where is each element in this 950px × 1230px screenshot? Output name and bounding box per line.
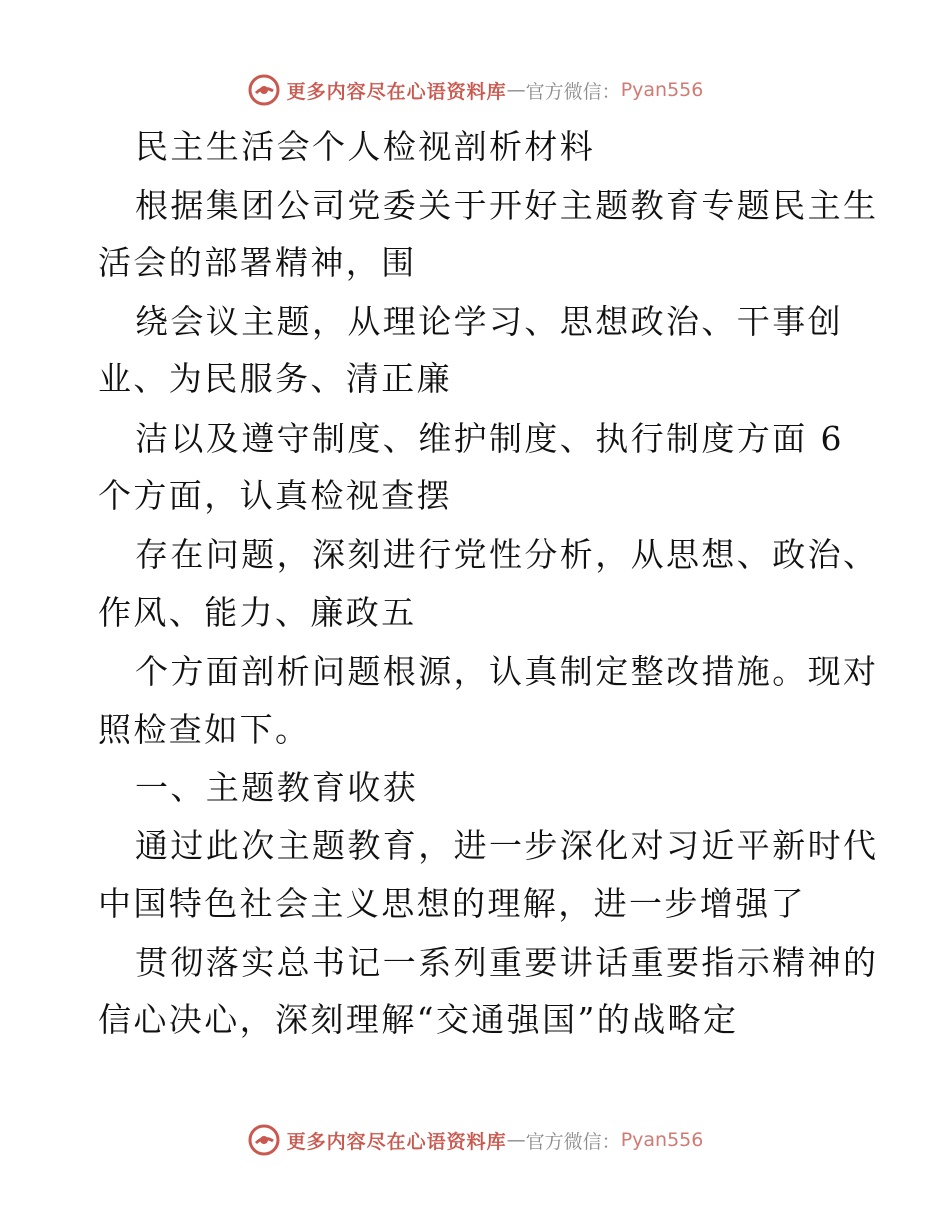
book-logo-icon xyxy=(247,1123,281,1157)
watermark-id: Pyan556 xyxy=(620,1129,704,1151)
doc-line: 个方面，认真检视查摆 xyxy=(98,476,452,515)
footer-watermark xyxy=(0,1120,950,1160)
doc-line: 信心决心，深刻理解“交通强国”的战略定 xyxy=(98,1000,739,1039)
watermark-site: 更多内容尽在心语资料库 xyxy=(286,80,507,103)
doc-line: 根据集团公司党委关于开好主题教育专题民主生 xyxy=(135,186,879,225)
book-logo-icon xyxy=(247,73,281,107)
doc-line: 业、为民服务、清正廉 xyxy=(98,359,452,398)
doc-line: 个方面剖析问题根源，认真制定整改措施。现对 xyxy=(135,652,879,691)
doc-line: 照检查如下。 xyxy=(98,710,311,749)
watermark-label: 官方微信： xyxy=(525,80,621,103)
doc-line: 绕会议主题，从理论学习、思想政治、干事创 xyxy=(135,302,843,341)
doc-line: 贯彻落实总书记一系列重要讲话重要指示精神的 xyxy=(135,943,879,982)
doc-line: 作风、能力、廉政五 xyxy=(98,593,417,632)
watermark-id: Pyan556 xyxy=(620,79,704,101)
header-watermark xyxy=(0,70,950,110)
doc-line: 存在问题，深刻进行党性分析，从思想、政治、 xyxy=(135,535,879,574)
doc-line: 洁以及遵守制度、维护制度、执行制度方面 6 xyxy=(135,419,844,458)
watermark-label: 官方微信： xyxy=(525,1130,621,1153)
doc-line: 活会的部署精神，围 xyxy=(98,243,417,282)
watermark-dash: — xyxy=(506,1129,526,1151)
watermark-site: 更多内容尽在心语资料库 xyxy=(286,1130,507,1153)
doc-line: 中国特色社会主义思想的理解，进一步增强了 xyxy=(98,884,806,923)
watermark-dash: — xyxy=(506,79,526,101)
doc-line: 通过此次主题教育，进一步深化对习近平新时代 xyxy=(135,826,879,865)
doc-title: 民主生活会个人检视剖析材料 xyxy=(135,127,596,166)
section-heading: 一、主题教育收获 xyxy=(135,768,419,807)
